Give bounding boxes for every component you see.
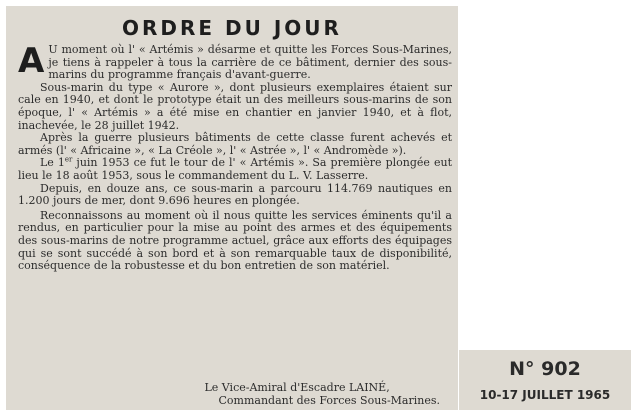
- signature-block: [205, 381, 441, 407]
- article-title: ORDRE DU JOUR: [122, 16, 342, 40]
- paragraph-4: [18, 157, 452, 182]
- issue-label: [459, 350, 631, 410]
- article-body: [18, 41, 452, 273]
- paragraph-1-text: U moment où l' « Artémis » désarme et quitte les Forces Sous-Marines, je tiens à rappeler à tous la carrière de ce bâtiment, dernier des sous-marins du programme français d'avant-guerre.: [48, 43, 452, 82]
- paragraph-5: Depuis, en douze ans, ce sous-marin a parcouru 114.769 nautiques en 1.200 jours de mer, dont 9.696 heures en plongée.: [18, 181, 452, 208]
- issue-number: N° 902: [509, 358, 581, 380]
- paragraph-4-lead: Le 1: [40, 156, 65, 170]
- paragraph-3: Après la guerre plusieurs bâtiments de cette classe furent achevés et armés (l' « Africaine », « La Créole », l' « Astrée », l' « Andromède »).: [18, 131, 452, 157]
- ordinal-superscript: er: [64, 155, 73, 164]
- issue-date: 10-17 JUILLET 1965: [479, 388, 611, 402]
- paragraph-6: Reconnaissons au moment où il nous quitte les services éminents qu'il a rendus, en particulier pour la mise au point des armes et des équipements des sous-marins de notre programme actuel, grâce aux efforts des équipages qui se sont succédé à son bord et à son remarquable taux de disponibilité, conséquence de la robustesse et du bon entretien de son matériel.: [18, 208, 452, 273]
- drop-cap: A: [18, 41, 45, 81]
- paragraph-4-rest: juin 1953 ce fut le tour de l' « Artémis ». Sa première plongée eut lieu le 18 août 1953, sous le commandement du L. V. Lasserre.: [18, 156, 452, 182]
- signature-line-1: Le Vice-Amiral d'Escadre LAINÉ,: [204, 381, 390, 394]
- paragraph-1: [18, 41, 452, 82]
- paragraph-2: Sous-marin du type « Aurore », dont plusieurs exemplaires étaient sur cale en 1940, et dont le prototype était un des meilleurs sous-marins de son époque, l' « Artémis » a été mise en chantier en janvier 1940, et à flot, inachevée, le 28 juillet 1942.: [18, 80, 452, 132]
- signature-line-2: Commandant des Forces Sous-Marines.: [218, 394, 440, 407]
- article-clipping: [6, 6, 458, 410]
